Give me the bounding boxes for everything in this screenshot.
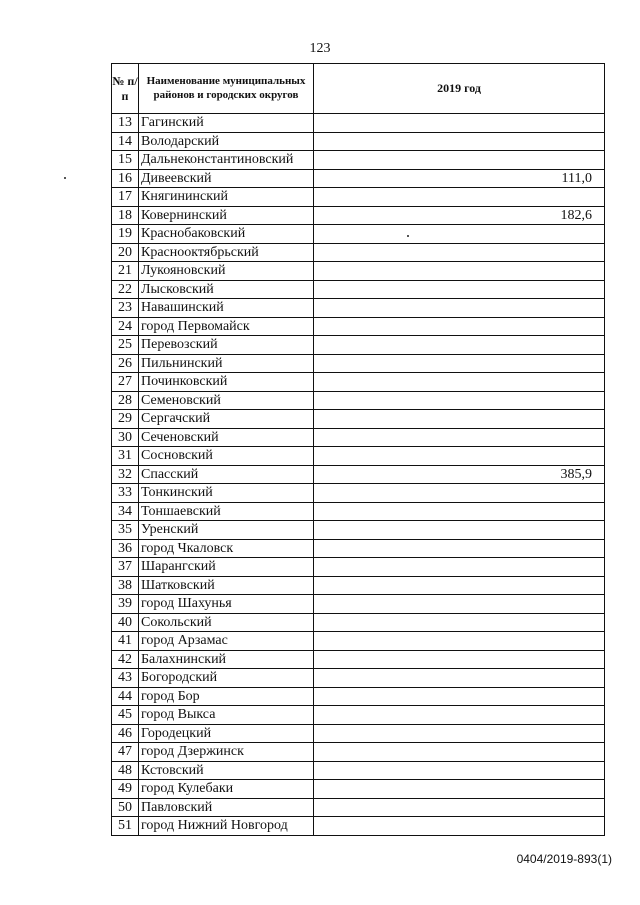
table-row [112,706,605,725]
row-number: 15 [112,151,139,170]
row-number: 39 [112,595,139,614]
row-number: 35 [112,521,139,540]
table-row [112,724,605,743]
table-row [112,669,605,688]
row-number: 46 [112,724,139,743]
header-num: № п/п [112,64,139,114]
page-number: 123 [309,41,331,56]
row-value [314,558,605,577]
table-row [112,206,605,225]
table-row [112,262,605,281]
row-number: 43 [112,669,139,688]
table-row [112,336,605,355]
table-row [112,299,605,318]
row-name: Краснобаковский [139,225,314,244]
row-value [314,502,605,521]
row-value [314,336,605,355]
row-name: город Выкса [139,706,314,725]
row-name: Краснооктябрьский [139,243,314,262]
table-row [112,373,605,392]
table-row [112,502,605,521]
row-name: Гагинский [139,114,314,133]
scan-speck [64,177,66,179]
row-value [314,132,605,151]
table-row [112,317,605,336]
row-value [314,354,605,373]
row-number: 30 [112,428,139,447]
row-value [314,613,605,632]
row-value [314,817,605,836]
row-number: 41 [112,632,139,651]
row-name: Сосновский [139,447,314,466]
row-value [314,428,605,447]
row-value [314,280,605,299]
row-name: город Дзержинск [139,743,314,762]
table-row [112,761,605,780]
row-name: Сокольский [139,613,314,632]
row-name: Лысковский [139,280,314,299]
table-row [112,428,605,447]
row-name: Перевозский [139,336,314,355]
data-table [111,63,605,836]
table-row [112,613,605,632]
row-name: Шатковский [139,576,314,595]
row-value [314,780,605,799]
row-number: 50 [112,798,139,817]
row-number: 45 [112,706,139,725]
row-number: 18 [112,206,139,225]
row-number: 47 [112,743,139,762]
row-name: Лукояновский [139,262,314,281]
row-value [314,151,605,170]
row-number: 36 [112,539,139,558]
table-row [112,817,605,836]
row-number: 34 [112,502,139,521]
row-number: 42 [112,650,139,669]
table-row [112,558,605,577]
row-number: 32 [112,465,139,484]
row-value [314,317,605,336]
row-number: 37 [112,558,139,577]
row-name: Шарангский [139,558,314,577]
table-row [112,280,605,299]
row-name: Уренский [139,521,314,540]
row-number: 17 [112,188,139,207]
row-value [314,539,605,558]
row-number: 21 [112,262,139,281]
row-name: Кстовский [139,761,314,780]
row-name: Ковернинский [139,206,314,225]
table-row [112,151,605,170]
row-value: 385,9 [314,465,605,484]
row-number: 33 [112,484,139,503]
row-name: Сеченовский [139,428,314,447]
table-row [112,650,605,669]
row-number: 26 [112,354,139,373]
row-value [314,761,605,780]
row-number: 16 [112,169,139,188]
scan-speck [407,235,409,237]
table-row [112,576,605,595]
table-row [112,539,605,558]
table-row [112,521,605,540]
table-row [112,687,605,706]
row-name: Балахнинский [139,650,314,669]
row-name: город Арзамас [139,632,314,651]
row-number: 48 [112,761,139,780]
table-row [112,780,605,799]
row-value [314,724,605,743]
table-row [112,243,605,262]
row-value [314,576,605,595]
table-body [112,114,605,836]
row-value [314,595,605,614]
table-row [112,169,605,188]
row-name: Городецкий [139,724,314,743]
header-name: Наименование муниципальных районов и городских округов [139,64,314,114]
table-row [112,132,605,151]
table-row [112,391,605,410]
row-number: 29 [112,410,139,429]
row-name: Княгининский [139,188,314,207]
row-value [314,243,605,262]
row-name: Тоншаевский [139,502,314,521]
row-value [314,299,605,318]
row-number: 19 [112,225,139,244]
row-number: 49 [112,780,139,799]
row-value [314,225,605,244]
table-row [112,465,605,484]
row-name: Навашинский [139,299,314,318]
table-row [112,447,605,466]
document-id: 0404/2019-893(1) [516,852,612,866]
row-name: Починковский [139,373,314,392]
row-name: город Нижний Новгород [139,817,314,836]
table-row [112,410,605,429]
row-name: Тонкинский [139,484,314,503]
row-value [314,447,605,466]
row-name: город Бор [139,687,314,706]
row-number: 40 [112,613,139,632]
row-value [314,798,605,817]
row-number: 27 [112,373,139,392]
row-value [314,650,605,669]
row-value: 111,0 [314,169,605,188]
row-value [314,262,605,281]
row-name: город Чкаловск [139,539,314,558]
table-row [112,632,605,651]
row-name: Павловский [139,798,314,817]
row-value [314,391,605,410]
row-name: Пильнинский [139,354,314,373]
row-name: город Шахунья [139,595,314,614]
table-header [112,64,605,114]
row-number: 31 [112,447,139,466]
row-name: Дивеевский [139,169,314,188]
row-number: 14 [112,132,139,151]
row-value [314,521,605,540]
row-value [314,484,605,503]
header-year: 2019 год [314,64,605,114]
row-name: город Кулебаки [139,780,314,799]
table-row [112,114,605,133]
table-row [112,743,605,762]
row-name: Семеновский [139,391,314,410]
row-number: 23 [112,299,139,318]
row-number: 28 [112,391,139,410]
row-value [314,632,605,651]
row-value [314,410,605,429]
row-value [314,669,605,688]
table-row [112,595,605,614]
row-number: 22 [112,280,139,299]
row-value: 182,6 [314,206,605,225]
row-number: 13 [112,114,139,133]
table-row [112,188,605,207]
row-number: 25 [112,336,139,355]
row-name: Сергачский [139,410,314,429]
row-name: Володарский [139,132,314,151]
row-value [314,687,605,706]
table-row [112,225,605,244]
row-value [314,188,605,207]
row-name: город Первомайск [139,317,314,336]
row-name: Богородский [139,669,314,688]
row-value [314,706,605,725]
table-row [112,798,605,817]
row-number: 51 [112,817,139,836]
row-name: Дальнеконстантиновский [139,151,314,170]
row-value [314,373,605,392]
row-number: 20 [112,243,139,262]
row-number: 44 [112,687,139,706]
row-number: 24 [112,317,139,336]
row-value [314,114,605,133]
table-row [112,354,605,373]
row-value [314,743,605,762]
row-number: 38 [112,576,139,595]
table-row [112,484,605,503]
row-name: Спасский [139,465,314,484]
